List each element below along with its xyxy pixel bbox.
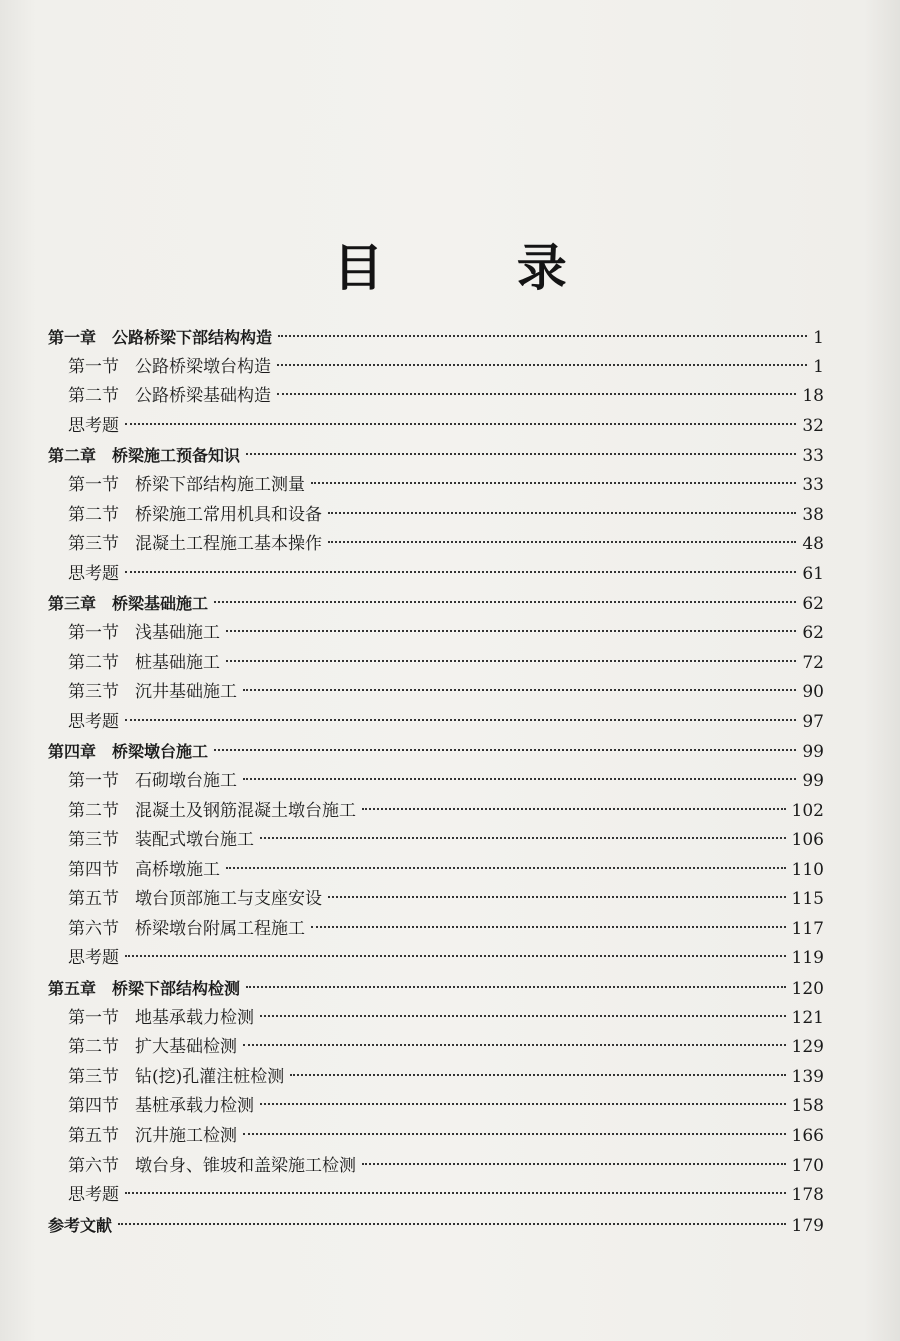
dot-leader [214, 749, 796, 751]
toc-entry-number: 第二节 [68, 652, 119, 673]
toc-entry-label [68, 1033, 237, 1063]
toc-entry-number: 第一节 [68, 1007, 119, 1028]
toc-entry-title: 浅基础施工 [135, 622, 220, 643]
dot-leader [214, 601, 796, 603]
toc-page-number: 32 [802, 415, 824, 436]
toc-entry-title: 地基承载力检测 [135, 1007, 254, 1028]
toc-entry-label [68, 1122, 237, 1152]
toc-entry-label [68, 530, 322, 560]
dot-leader [328, 896, 786, 898]
toc-entry-title: 钻(挖)孔灌注桩检测 [135, 1066, 285, 1087]
toc-entry-label [68, 767, 237, 797]
toc-section-entry [48, 767, 824, 797]
toc-entry-title: 桥梁下部结构检测 [112, 979, 241, 999]
toc-entry-title: 桥梁施工常用机具和设备 [135, 504, 322, 525]
dot-leader [260, 1103, 786, 1105]
toc-page-number: 99 [802, 770, 824, 791]
toc-entry-label [68, 560, 119, 590]
toc-entry-title: 墩台身、锥坡和盖梁施工检测 [135, 1155, 356, 1176]
toc-page-number: 119 [791, 948, 824, 969]
toc-entry-number: 第六节 [68, 918, 119, 939]
toc-questions-entry [48, 708, 824, 738]
toc-entry-number: 第四节 [68, 859, 119, 880]
toc-entry-number: 第三节 [68, 1066, 119, 1087]
toc-entry-title: 沉井基础施工 [135, 682, 237, 703]
toc-page-number: 72 [802, 652, 824, 673]
toc-entry-title: 思考题 [68, 415, 119, 436]
toc-page-number: 110 [791, 859, 824, 880]
toc-entry-label [48, 737, 208, 767]
toc-entry-label [68, 797, 356, 827]
toc-entry-title: 桥梁墩台施工 [112, 742, 209, 762]
toc-entry-label [68, 1004, 254, 1034]
toc-questions-entry [48, 412, 824, 442]
toc-section-entry [48, 382, 824, 412]
toc-entry-title: 装配式墩台施工 [135, 830, 254, 851]
toc-page-number: 18 [802, 386, 824, 407]
toc-page-number: 38 [802, 504, 824, 525]
toc-section-entry [48, 885, 824, 915]
toc-page-number: 48 [802, 534, 824, 555]
toc-page-number: 1 [813, 356, 824, 377]
dot-leader [243, 778, 796, 780]
toc-entry-number: 第二节 [68, 800, 119, 821]
toc-entry-number: 第五节 [68, 889, 119, 910]
toc-entry-label [48, 1211, 112, 1241]
toc-page-number: 121 [791, 1007, 824, 1028]
toc-entry-title: 桥梁施工预备知识 [112, 446, 241, 466]
toc-entry-number: 第四章 [48, 742, 97, 762]
toc-entry-label [68, 678, 237, 708]
toc-chapter-entry [48, 441, 824, 471]
toc-entry-number: 第六节 [68, 1155, 119, 1176]
dot-leader [243, 689, 796, 691]
toc-entry-title: 思考题 [68, 1185, 119, 1206]
toc-page-number: 61 [802, 563, 824, 584]
toc-page-number: 166 [791, 1126, 824, 1147]
toc-page-number: 129 [791, 1037, 824, 1058]
toc-page-number: 97 [802, 711, 824, 732]
toc-page-number: 117 [791, 918, 824, 939]
toc-entry-title: 墩台顶部施工与支座安设 [135, 889, 322, 910]
dot-leader [260, 1015, 786, 1017]
toc-section-entry [48, 678, 824, 708]
toc-page-number: 139 [791, 1066, 824, 1087]
toc-entry-label [68, 856, 220, 886]
dot-leader [311, 482, 796, 484]
toc-entry-label [68, 1181, 119, 1211]
toc-entry-title: 参考文献 [48, 1215, 113, 1235]
toc-page-number: 178 [791, 1185, 824, 1206]
toc-page-number: 115 [791, 889, 824, 910]
toc-entry-title: 石砌墩台施工 [135, 770, 237, 791]
toc-entry-title: 基桩承载力检测 [135, 1096, 254, 1117]
toc-chapter-entry [48, 974, 824, 1004]
toc-entry-label [68, 619, 220, 649]
toc-entry-label [68, 708, 119, 738]
toc-entry-title: 思考题 [68, 948, 119, 969]
toc-entry-label [48, 974, 240, 1004]
toc-chapter-entry [48, 323, 824, 353]
toc-entry-label [68, 1063, 284, 1093]
toc-section-entry [48, 915, 824, 945]
toc-page-number: 99 [802, 742, 824, 763]
dot-leader [125, 719, 796, 721]
toc-page-number: 102 [791, 800, 824, 821]
toc-entry-number: 第一节 [68, 770, 119, 791]
toc-entry-label [48, 323, 272, 353]
dot-leader [226, 867, 786, 869]
toc-entry-label [48, 441, 240, 471]
toc-entry-label [68, 471, 305, 501]
dot-leader [125, 955, 786, 957]
toc-entry-title: 桩基础施工 [135, 652, 220, 673]
toc-entry-number: 第一章 [48, 328, 97, 347]
toc-section-entry [48, 530, 824, 560]
dot-leader [226, 630, 796, 632]
toc-page-number: 62 [802, 622, 824, 643]
toc-entry-label [68, 353, 271, 383]
toc-section-entry [48, 1152, 824, 1182]
dot-leader [125, 1192, 786, 1194]
dot-leader [290, 1074, 785, 1076]
toc-entry-number: 第二章 [48, 446, 97, 466]
toc-entry-label [48, 589, 208, 619]
toc-entry-number: 第二节 [68, 1037, 119, 1058]
dot-leader [125, 571, 796, 573]
toc-section-entry [48, 471, 824, 501]
toc-entry-label [68, 1152, 356, 1182]
dot-leader [278, 335, 807, 337]
toc-page-number: 106 [791, 830, 824, 851]
toc-entry-number: 第四节 [68, 1096, 119, 1117]
toc-entry-label [68, 885, 322, 915]
toc-entry-number: 第三章 [48, 594, 97, 614]
dot-leader [243, 1133, 786, 1135]
toc-entry-title: 桥梁下部结构施工测量 [135, 474, 305, 495]
toc-entry-title: 沉井施工检测 [135, 1126, 237, 1147]
toc-section-entry [48, 1092, 824, 1122]
toc-questions-entry [48, 1181, 824, 1211]
toc-entry-label [68, 915, 305, 945]
toc-entry-number: 第三节 [68, 534, 119, 555]
toc-page-number: 33 [802, 474, 824, 495]
dot-leader [328, 512, 796, 514]
page-title: 目 录 [333, 239, 625, 297]
dot-leader [277, 364, 807, 366]
toc-page-number: 120 [791, 979, 824, 1000]
toc-entry-label [68, 412, 119, 442]
toc-page-number: 33 [802, 446, 824, 467]
toc-entry-title: 高桥墩施工 [135, 859, 220, 880]
toc-entry-label [68, 649, 220, 679]
toc-entry-title: 扩大基础检测 [135, 1037, 237, 1058]
dot-leader [226, 660, 796, 662]
toc-entry-title: 混凝土及钢筋混凝土墩台施工 [135, 800, 356, 821]
toc-entry-label [68, 501, 322, 531]
toc-page-number: 179 [791, 1215, 824, 1236]
dot-leader [362, 1163, 786, 1165]
toc-page-number: 1 [813, 328, 824, 348]
toc-entry-number: 第一节 [68, 356, 119, 377]
toc-chapter-entry [48, 1211, 824, 1241]
toc-entry-number: 第二节 [68, 504, 119, 525]
toc-entry-title: 公路桥梁下部结构构造 [112, 328, 273, 347]
toc-questions-entry [48, 560, 824, 590]
toc-entry-title: 公路桥梁基础构造 [135, 386, 271, 407]
dot-leader [362, 808, 786, 810]
toc-entry-label [68, 1092, 254, 1122]
toc-chapter-entry [48, 589, 824, 619]
toc-section-entry [48, 1063, 824, 1093]
toc-page-number: 170 [791, 1155, 824, 1176]
dot-leader [311, 926, 786, 928]
dot-leader [246, 453, 796, 455]
dot-leader [125, 423, 796, 425]
toc-entry-title: 公路桥梁墩台构造 [135, 356, 271, 377]
dot-leader [243, 1044, 786, 1046]
table-of-contents [48, 323, 824, 1240]
toc-section-entry [48, 1033, 824, 1063]
toc-entry-title: 桥梁墩台附属工程施工 [135, 918, 305, 939]
toc-questions-entry [48, 944, 824, 974]
toc-entry-title: 思考题 [68, 711, 119, 732]
toc-section-entry [48, 826, 824, 856]
toc-section-entry [48, 797, 824, 827]
dot-leader [277, 393, 796, 395]
toc-entry-title: 桥梁基础施工 [112, 594, 209, 614]
toc-entry-number: 第二节 [68, 386, 119, 407]
toc-page-number: 90 [802, 682, 824, 703]
toc-chapter-entry [48, 737, 824, 767]
toc-entry-label [68, 826, 254, 856]
toc-section-entry [48, 649, 824, 679]
toc-entry-label [68, 944, 119, 974]
dot-leader [328, 541, 796, 543]
toc-entry-number: 第五节 [68, 1126, 119, 1147]
toc-entry-number: 第三节 [68, 682, 119, 703]
toc-entry-number: 第一节 [68, 622, 119, 643]
toc-entry-title: 混凝土工程施工基本操作 [135, 534, 322, 555]
toc-page-number: 62 [802, 594, 824, 615]
toc-section-entry [48, 856, 824, 886]
toc-section-entry [48, 353, 824, 383]
toc-entry-number: 第一节 [68, 474, 119, 495]
dot-leader [246, 986, 786, 988]
toc-section-entry [48, 1122, 824, 1152]
toc-entry-number: 第五章 [48, 979, 97, 999]
toc-section-entry [48, 1004, 824, 1034]
toc-page-number: 158 [791, 1096, 824, 1117]
toc-entry-title: 思考题 [68, 563, 119, 584]
toc-section-entry [48, 619, 824, 649]
toc-entry-number: 第三节 [68, 830, 119, 851]
toc-section-entry [48, 501, 824, 531]
dot-leader [260, 837, 786, 839]
toc-entry-label [68, 382, 271, 412]
dot-leader [118, 1223, 786, 1225]
